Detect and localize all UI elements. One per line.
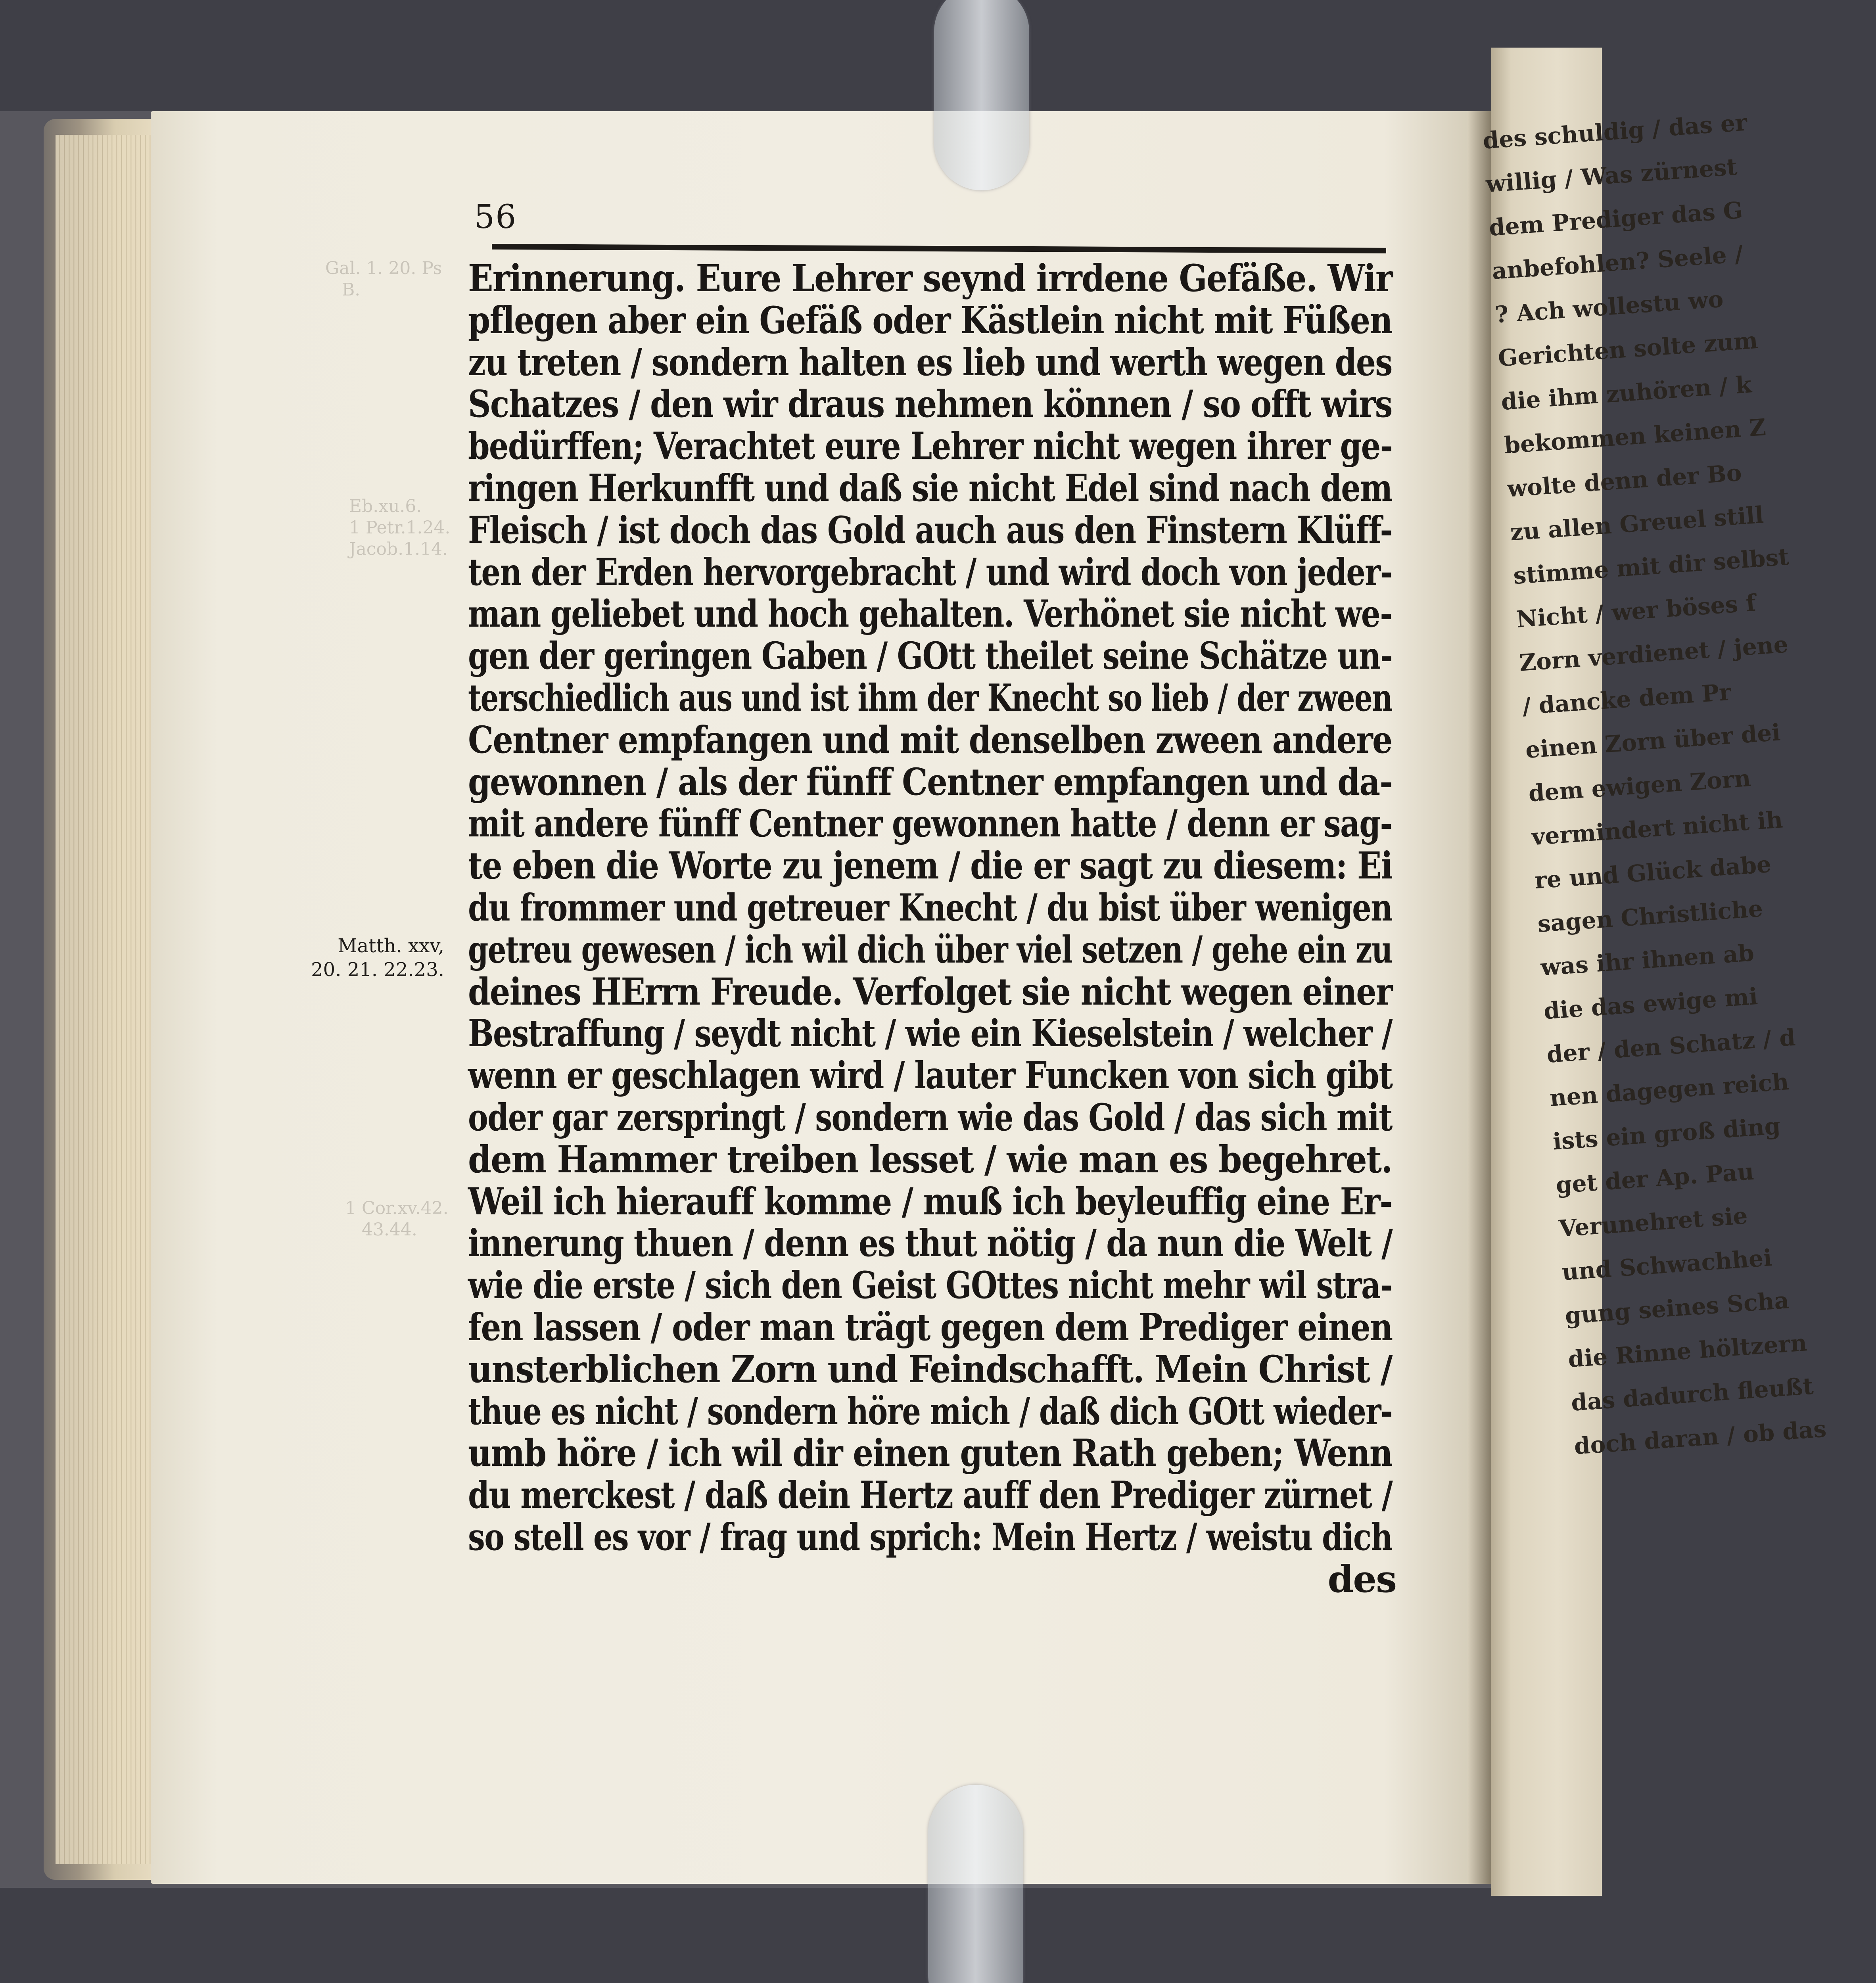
facing-text-line: und Schwachhei: [1561, 1244, 1773, 1286]
facing-text-line: Gerichten solte zum: [1497, 326, 1759, 372]
facing-text-line: Verunehret sie: [1558, 1202, 1749, 1243]
facing-text-line: dem ewigen Zorn: [1527, 764, 1752, 807]
text-line: dem Hammer treiben lesset / wie man es begehret.: [468, 1137, 1392, 1181]
text-line: getreu gewesen / ich wil dich über viel setzen / gehe ein zu: [468, 928, 1393, 972]
catchword: des: [1327, 1557, 1396, 1601]
text-line: ringen Herkunfft und daß sie nicht Edel sind nach dem: [468, 466, 1392, 510]
text-line: deines HErrn Freude. Verfolget sie nicht wegen einer: [468, 970, 1392, 1014]
facing-text-line: zu allen Greuel still: [1509, 501, 1765, 546]
text-line: wenn er geschlagen wird / lauter Funcken von sich gibt: [468, 1054, 1393, 1098]
text-line: ten der Erden hervorgebracht / und wird doch von jeder-: [468, 550, 1392, 594]
margin-note-line: Matth. xxv,: [338, 935, 444, 957]
facing-text-line: nen dagegen reich: [1549, 1068, 1790, 1112]
text-line: umb höre / ich wil dir einen guten Rath geben; Wenn: [468, 1431, 1393, 1475]
facing-text-line: vermindert nicht ih: [1531, 806, 1784, 851]
facing-text-line: der / den Schatz / d: [1546, 1024, 1797, 1068]
text-line: mit andere fünff Centner gewonnen hatte / denn er sag-: [468, 802, 1392, 846]
page-edges: [56, 135, 163, 1864]
text-line: te eben die Worte zu jenem / die er sagt zu diesem: Ei: [468, 844, 1393, 888]
text-line: gewonnen / als der fünff Centner empfangen und da-: [468, 760, 1393, 804]
text-line: oder gar zerspringt / sondern wie das Gold / das sich mit: [468, 1095, 1392, 1139]
facing-text-line: Nicht / wer böses f: [1515, 589, 1757, 633]
text-line: Centner empfangen und mit denselben zween andere: [468, 718, 1392, 762]
facing-text-line: was ihr ihnen ab: [1540, 939, 1755, 981]
show-through-text: Gal. 1. 20. Ps B.: [325, 258, 442, 300]
text-line: man geliebet und hoch gehalten. Verhönet sie nicht we-: [468, 592, 1392, 636]
margin-note: [286, 934, 444, 982]
show-through-text: 1 Cor.xv.42. 43.44.: [345, 1198, 449, 1240]
show-through-text: Eb.xu.6. 1 Petr.1.24. Jacob.1.14.: [349, 496, 451, 559]
facing-text-line: einen Zorn über dei: [1524, 719, 1782, 764]
facing-text-line: die ihm zuhören / k: [1500, 371, 1753, 416]
text-line: gen der geringen Gaben / GOtt theilet seine Schätze un-: [468, 634, 1393, 678]
facing-text-line: re und Glück dabe: [1533, 850, 1772, 894]
facing-text-line: Zorn verdienet / jene: [1518, 631, 1789, 677]
text-line: unsterblichen Zorn und Feindschafft. Mein Christ /: [468, 1347, 1392, 1391]
facing-text-line: wolte denn der Bo: [1506, 459, 1743, 502]
margin-note-line: 20. 21. 22.23.: [311, 959, 444, 981]
facing-text-line: willig / Was zürnest: [1485, 153, 1738, 198]
text-line: Erinnerung. Eure Lehrer seynd irrdene Gefäße. Wir: [468, 257, 1393, 300]
page-number: 56: [474, 198, 517, 236]
text-line: Schatzes / den wir draus nehmen können / so offt wirs: [468, 382, 1392, 426]
text-line: wie die erste / sich den Geist GOttes nicht mehr wil stra-: [468, 1264, 1392, 1308]
text-line: Fleisch / ist doch das Gold auch aus den Finstern Klüff-: [468, 508, 1393, 552]
text-line: du merckest / daß dein Hertz auff den Prediger zürnet /: [468, 1473, 1393, 1517]
page-clip: [934, 0, 1029, 190]
text-line: zu treten / sondern halten es lieb und werth wegen des: [468, 340, 1392, 384]
text-line: innerung thuen / denn es thut nötig / da nun die Welt /: [468, 1222, 1393, 1266]
facing-text-line: / dancke dem Pr: [1521, 678, 1732, 720]
facing-text-line: des schuldig / das er: [1482, 109, 1748, 154]
facing-text-line: bekommen keinen Z: [1503, 413, 1767, 459]
text-line: Weil ich hierauff komme / muß ich beyleuffig eine Er-: [468, 1179, 1393, 1224]
facing-text-line: dem Prediger das G: [1488, 196, 1744, 242]
text-line: so stell es vor / frag und sprich: Mein Hertz / weistu dich: [468, 1515, 1393, 1559]
page-clip: [928, 1785, 1023, 1983]
facing-text-line: gung seines Scha: [1564, 1287, 1790, 1329]
facing-text-line: ists ein groß ding: [1552, 1112, 1782, 1155]
facing-text-line: sagen Christliche: [1536, 895, 1764, 938]
text-line: terschiedlich aus und ist ihm der Knecht so lieb / der zween: [468, 676, 1392, 720]
facing-text-line: anbefohlen? Seele /: [1491, 240, 1744, 285]
facing-text-line: get der Ap. Pau: [1555, 1158, 1755, 1199]
facing-text-line: die das ewige mi: [1542, 982, 1759, 1025]
facing-text-line: die Rinne höltzern: [1567, 1329, 1808, 1373]
facing-text-line: das dadurch fleußt: [1570, 1372, 1815, 1417]
text-line: du frommer und getreuer Knecht / du bist über wenigen: [468, 886, 1392, 930]
facing-text-line: doch daran / ob das: [1573, 1415, 1828, 1460]
text-line: Bestraffung / seydt nicht / wie ein Kieselstein / welcher /: [468, 1012, 1392, 1056]
text-line: thue es nicht / sondern höre mich / daß dich GOtt wieder-: [468, 1389, 1393, 1433]
facing-text-line: ? Ach wollestu wo: [1494, 285, 1724, 328]
text-line: pflegen aber ein Gefäß oder Kästlein nicht mit Füßen: [468, 298, 1392, 342]
body-text: [468, 258, 1404, 1601]
facing-text-line: stimme mit dir selbst: [1512, 543, 1790, 590]
text-line: fen lassen / oder man trägt gegen dem Prediger einen: [468, 1305, 1393, 1349]
text-line: bedürffen; Verachtet eure Lehrer nicht wegen ihrer ge-: [468, 424, 1393, 468]
